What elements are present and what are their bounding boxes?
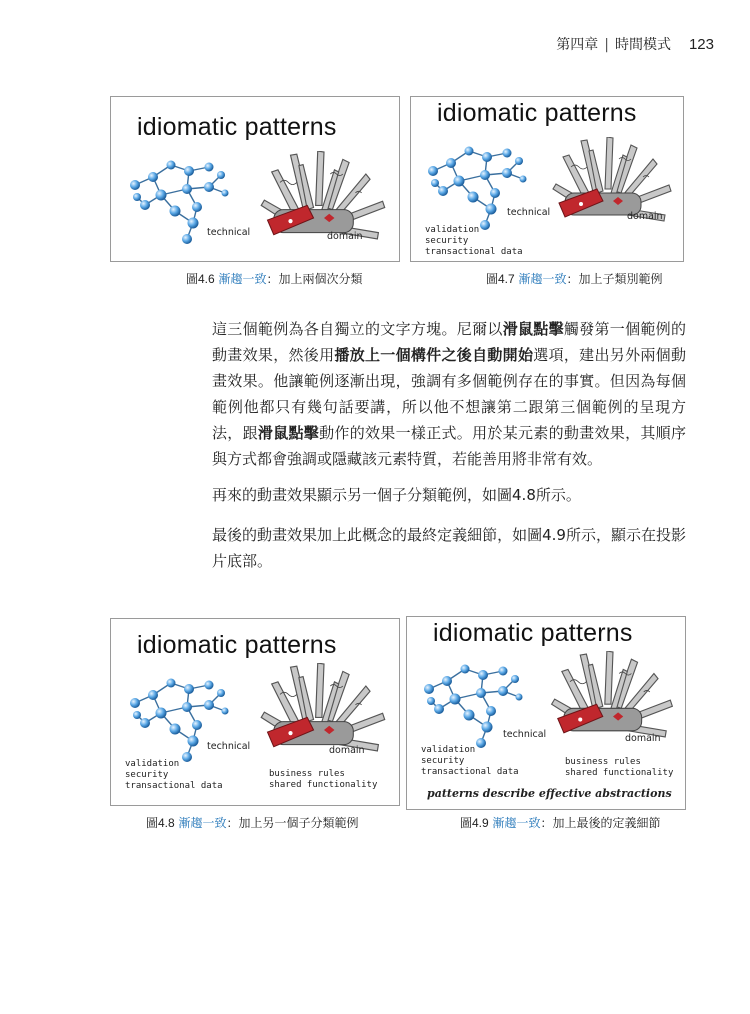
slide-title: idiomatic patterns bbox=[433, 619, 633, 647]
figure-4-6-caption bbox=[186, 270, 363, 287]
chapter-title: 時間模式 bbox=[614, 37, 671, 53]
emphasis-auto-start: 播放上一個構件之後自動開始 bbox=[334, 346, 534, 364]
paragraph-2: 再來的動畫效果顯示另一個子分類範例，如圖4.8所示。 bbox=[212, 486, 581, 504]
technical-label: technical bbox=[503, 729, 547, 740]
figure-description: ：加上另一個子分類範例 bbox=[226, 816, 359, 830]
figure-term: 漸趨一致 bbox=[492, 816, 541, 830]
figure-4-9-slide bbox=[406, 616, 686, 810]
chapter-label: 第四章 bbox=[556, 37, 599, 53]
text-run: 這三個範例為各自獨立的文字方塊。尼爾以 bbox=[212, 320, 503, 338]
swiss-knife-image bbox=[259, 663, 389, 753]
technical-details: validation security transactional data bbox=[125, 759, 223, 791]
figure-4-7-caption bbox=[486, 270, 663, 287]
figure-term: 漸趨一致 bbox=[218, 272, 267, 286]
network-diagram bbox=[423, 143, 533, 233]
domain-label: domain bbox=[327, 231, 363, 242]
figure-term: 漸趨一致 bbox=[518, 272, 567, 286]
slide-title: idiomatic patterns bbox=[137, 113, 337, 141]
domain-details: business rules shared functionality bbox=[565, 757, 674, 778]
paragraph-3: 最後的動畫效果加上此概念的最終定義細節，如圖4.9所示，顯示在投影片底部。 bbox=[212, 526, 686, 570]
figure-4-7-slide bbox=[410, 96, 684, 262]
technical-label: technical bbox=[207, 741, 251, 752]
figure-number: 圖4.7 bbox=[486, 272, 515, 286]
domain-label: domain bbox=[625, 733, 661, 744]
figure-description: ：加上最後的定義細節 bbox=[540, 816, 661, 830]
technical-label: technical bbox=[507, 207, 551, 218]
technical-details: validation security transactional data bbox=[425, 225, 523, 257]
figure-description: ：加上兩個次分類 bbox=[266, 272, 363, 286]
slide-title: idiomatic patterns bbox=[137, 631, 337, 659]
figure-number: 圖4.9 bbox=[460, 816, 489, 830]
swiss-knife-image bbox=[549, 651, 677, 739]
paragraph-1 bbox=[212, 316, 686, 472]
figure-4-8-slide bbox=[110, 618, 400, 806]
body-text bbox=[212, 316, 686, 574]
figure-term: 漸趨一致 bbox=[178, 816, 227, 830]
header-separator: | bbox=[604, 37, 609, 53]
figure-number: 圖4.6 bbox=[186, 272, 215, 286]
figure-4-8-caption bbox=[146, 814, 359, 831]
domain-label: domain bbox=[329, 745, 365, 756]
emphasis-mouse-click: 滑鼠點擊 bbox=[257, 424, 320, 442]
technical-details: validation security transactional data bbox=[421, 745, 519, 777]
figure-4-6-slide bbox=[110, 96, 400, 262]
slide-title: idiomatic patterns bbox=[437, 99, 637, 127]
text-run: 動作的效果一樣正式。用於某元素的動畫效果，其順序與方式都會強調或隱藏該元素特質，若能善用將非常有效。 bbox=[212, 424, 686, 468]
swiss-knife-image bbox=[259, 151, 389, 241]
emphasis-mouse-click: 滑鼠點擊 bbox=[502, 320, 564, 338]
technical-label: technical bbox=[207, 227, 251, 238]
page-number: 123 bbox=[688, 36, 714, 53]
figure-description: ：加上子類別範例 bbox=[566, 272, 663, 286]
figure-4-9-caption bbox=[460, 814, 661, 831]
slide-footer-statement: patterns describe effective abstractions bbox=[427, 787, 672, 800]
running-header bbox=[556, 34, 714, 54]
text-run: 選項，建出另外兩個動畫效果。他讓範例逐漸出現，強調有多個範例存在的事實。但因為每個範例他都只有幾句話要講，所以他不想讓第二跟第三個範例的呈現方法，跟 bbox=[212, 346, 686, 442]
domain-details: business rules shared functionality bbox=[269, 769, 378, 790]
domain-label: domain bbox=[627, 211, 663, 222]
figure-number: 圖4.8 bbox=[146, 816, 175, 830]
text-run: 觸發第一個範例的動畫效果，然後用 bbox=[212, 320, 686, 364]
